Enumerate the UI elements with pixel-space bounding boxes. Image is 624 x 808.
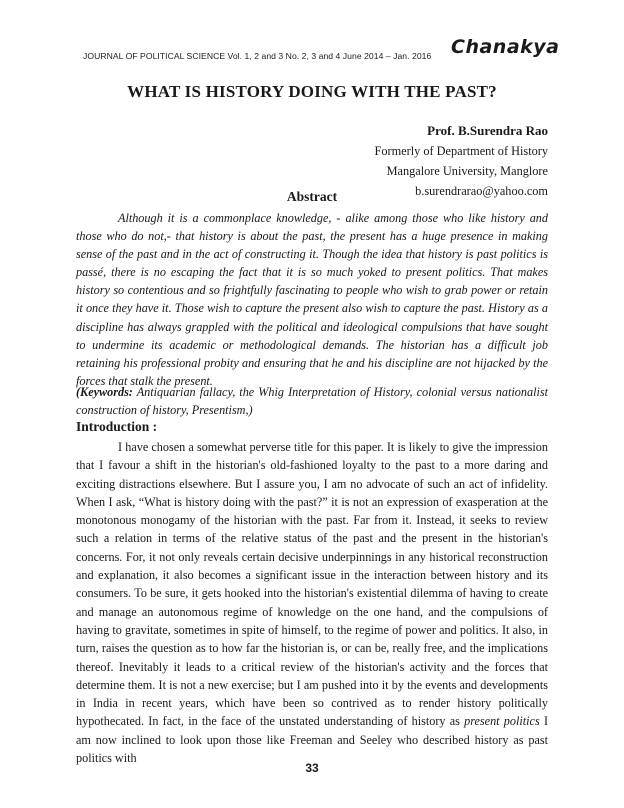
abstract-text: Although it is a commonplace knowledge, - alike among those who like history and those who do not,- that history is about the past, the present has a huge presence in making sense of the past and in the act of constructing it. Though the idea that history is past politics is passé, there is no escaping the fact that it is so much yoked to present politics. That makes history so contentious and so frightfully fascinating to people who wish to grab power or retain it once they have it. Those wish to capture the present also wish to capture the past. History as a discipline has always grappled with the political and ideological compulsions that have sought to undermine its academic or methodological demands. The historian has a difficult job retaining his professional probity and ensuring that he and his discipline are not hijacked by the forces that stalk the present. xyxy=(76,211,548,388)
intro-italic-phrase: present politics xyxy=(464,714,540,729)
introduction-heading: Introduction : xyxy=(76,419,158,434)
intro-text-part-2: I am now inclined to look upon those like Freeman and Seeley who described history as past politics with xyxy=(76,714,549,766)
author-university: Mangalore University, Manglore xyxy=(386,164,548,178)
author-email: b.surendrarao@yahoo.com xyxy=(415,184,548,198)
keywords xyxy=(76,383,548,419)
keywords-text: Antiquarian fallacy, the Whig Interpretation of History, colonial versus nationalist construction of history, Presentism,) xyxy=(76,385,548,418)
author-name: Prof. B.Surendra Rao xyxy=(427,123,548,138)
intro-text-part-1: I have chosen a somewhat perverse title for this paper. It is likely to give the impression that I favour a shift in the historian's old-fashioned loyalty to the past to a more daring and exciting distractions elsewhere. But I assure you, I am no advocate of such an act of infidelity. When I ask, “What is history doing with the past?” it is not an expression of exasperation at the monotonous monogamy of the historian with the past. Far from it. Instead, it seeks to review such a relation in terms of the relative status of the past and the present in the historian's concerns. For, it not only reveals certain decisive underpinnings in any historical reconstruction and explanation, it also becomes a significant issue in the interaction between history and its consumers. To be sure, it gets hooked into the historian's existential dilemma of having to create and manage an autonomous regime of knowledge on the one hand, and the compulsions of having to gravitate, sometimes in spite of himself, to the regime of power and politics. It also, in turn, raises the question as to how far the historian is, or can be, really free, and the implications thereof. Inevitably it leads to a critical review of the historian's activity and the forces that determine them. It is not a new exercise; but I am pushed into it by the events and developments in India in recent years, which have been so contrived as to render history politically hypothecated. In fact, in the face of the unstated understanding of history as xyxy=(76,440,548,729)
journal-citation: JOURNAL OF POLITICAL SCIENCE Vol. 1, 2 and 3 No. 2, 3 and 4 June 2014 – Jan. 2016 xyxy=(83,51,432,61)
page-header xyxy=(0,0,624,70)
page-number: 33 xyxy=(305,761,319,775)
author-affiliation: Formerly of Department of History xyxy=(374,144,548,158)
article-title: WHAT IS HISTORY DOING WITH THE PAST? xyxy=(127,82,497,101)
abstract-heading: Abstract xyxy=(286,189,338,204)
introduction-text xyxy=(76,438,548,767)
keywords-label: (Keywords: xyxy=(76,385,133,399)
journal-logo: Chanakya xyxy=(451,36,560,58)
